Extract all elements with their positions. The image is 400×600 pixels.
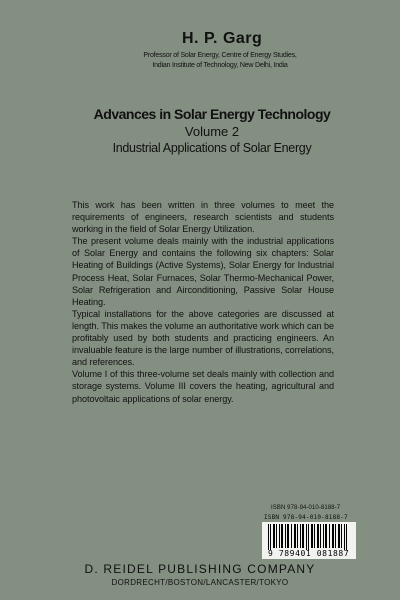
blurb-paragraph-3: Typical installations for the above categories are discussed at length. This makes the volume an authoritative work which can be profitably used by both students and practicing engineers. An invaluable feature is the large number of illustrations, correlations, and references. [72, 308, 335, 368]
isbn-label: ISBN 978-94-010-8188-7 [271, 505, 341, 511]
blurb [72, 199, 334, 405]
book-titles [0, 106, 400, 157]
blurb-paragraph-4: Volume I of this three-volume set deals mainly with collection and storage systems. Volume III covers the heating, agricultural and photovoltaic applications of solar energy. [72, 369, 334, 404]
book-subtitle: Industrial Applications of Solar Energy [112, 141, 312, 155]
blurb-paragraph-2: The present volume deals mainly with the industrial applications of Solar Energy and contains the following six chapters: Solar Heating of Buildings (Active Systems), Solar Energy for Industrial Process Heat, Solar Furnaces, Solar Thermo-Mechanical Power, Solar Refrigeration and Airconditioning, Passive Solar House Heating. [72, 236, 334, 307]
affiliation-line-2: Indian Institute of Technology, New Delhi, India [152, 62, 288, 69]
series-title: Advances in Solar Energy Technology [93, 106, 331, 122]
affiliation-line-1: Professor of Solar Energy, Centre of Energy Studies, [143, 52, 297, 59]
volume-label: Volume 2 [184, 124, 240, 139]
isbn-label-mono: ISBN 978-94-010-8188-7 [264, 514, 348, 521]
barcode-bars-icon [266, 524, 352, 550]
barcode-number: 9 789401 081887 [268, 549, 350, 558]
author-name: H. P. Garg [182, 30, 263, 47]
author-affiliation [120, 51, 320, 71]
blurb-paragraph-1: This work has been written in three volumes to meet the requirements of engineers, research scientists and students working in the field of Solar Energy Utilization. [72, 200, 334, 235]
publisher-name: D. REIDEL PUBLISHING COMPANY [84, 562, 316, 576]
barcode [262, 522, 356, 559]
publisher-cities: DORDRECHT/BOSTON/LANCASTER/TOKYO [111, 578, 289, 587]
